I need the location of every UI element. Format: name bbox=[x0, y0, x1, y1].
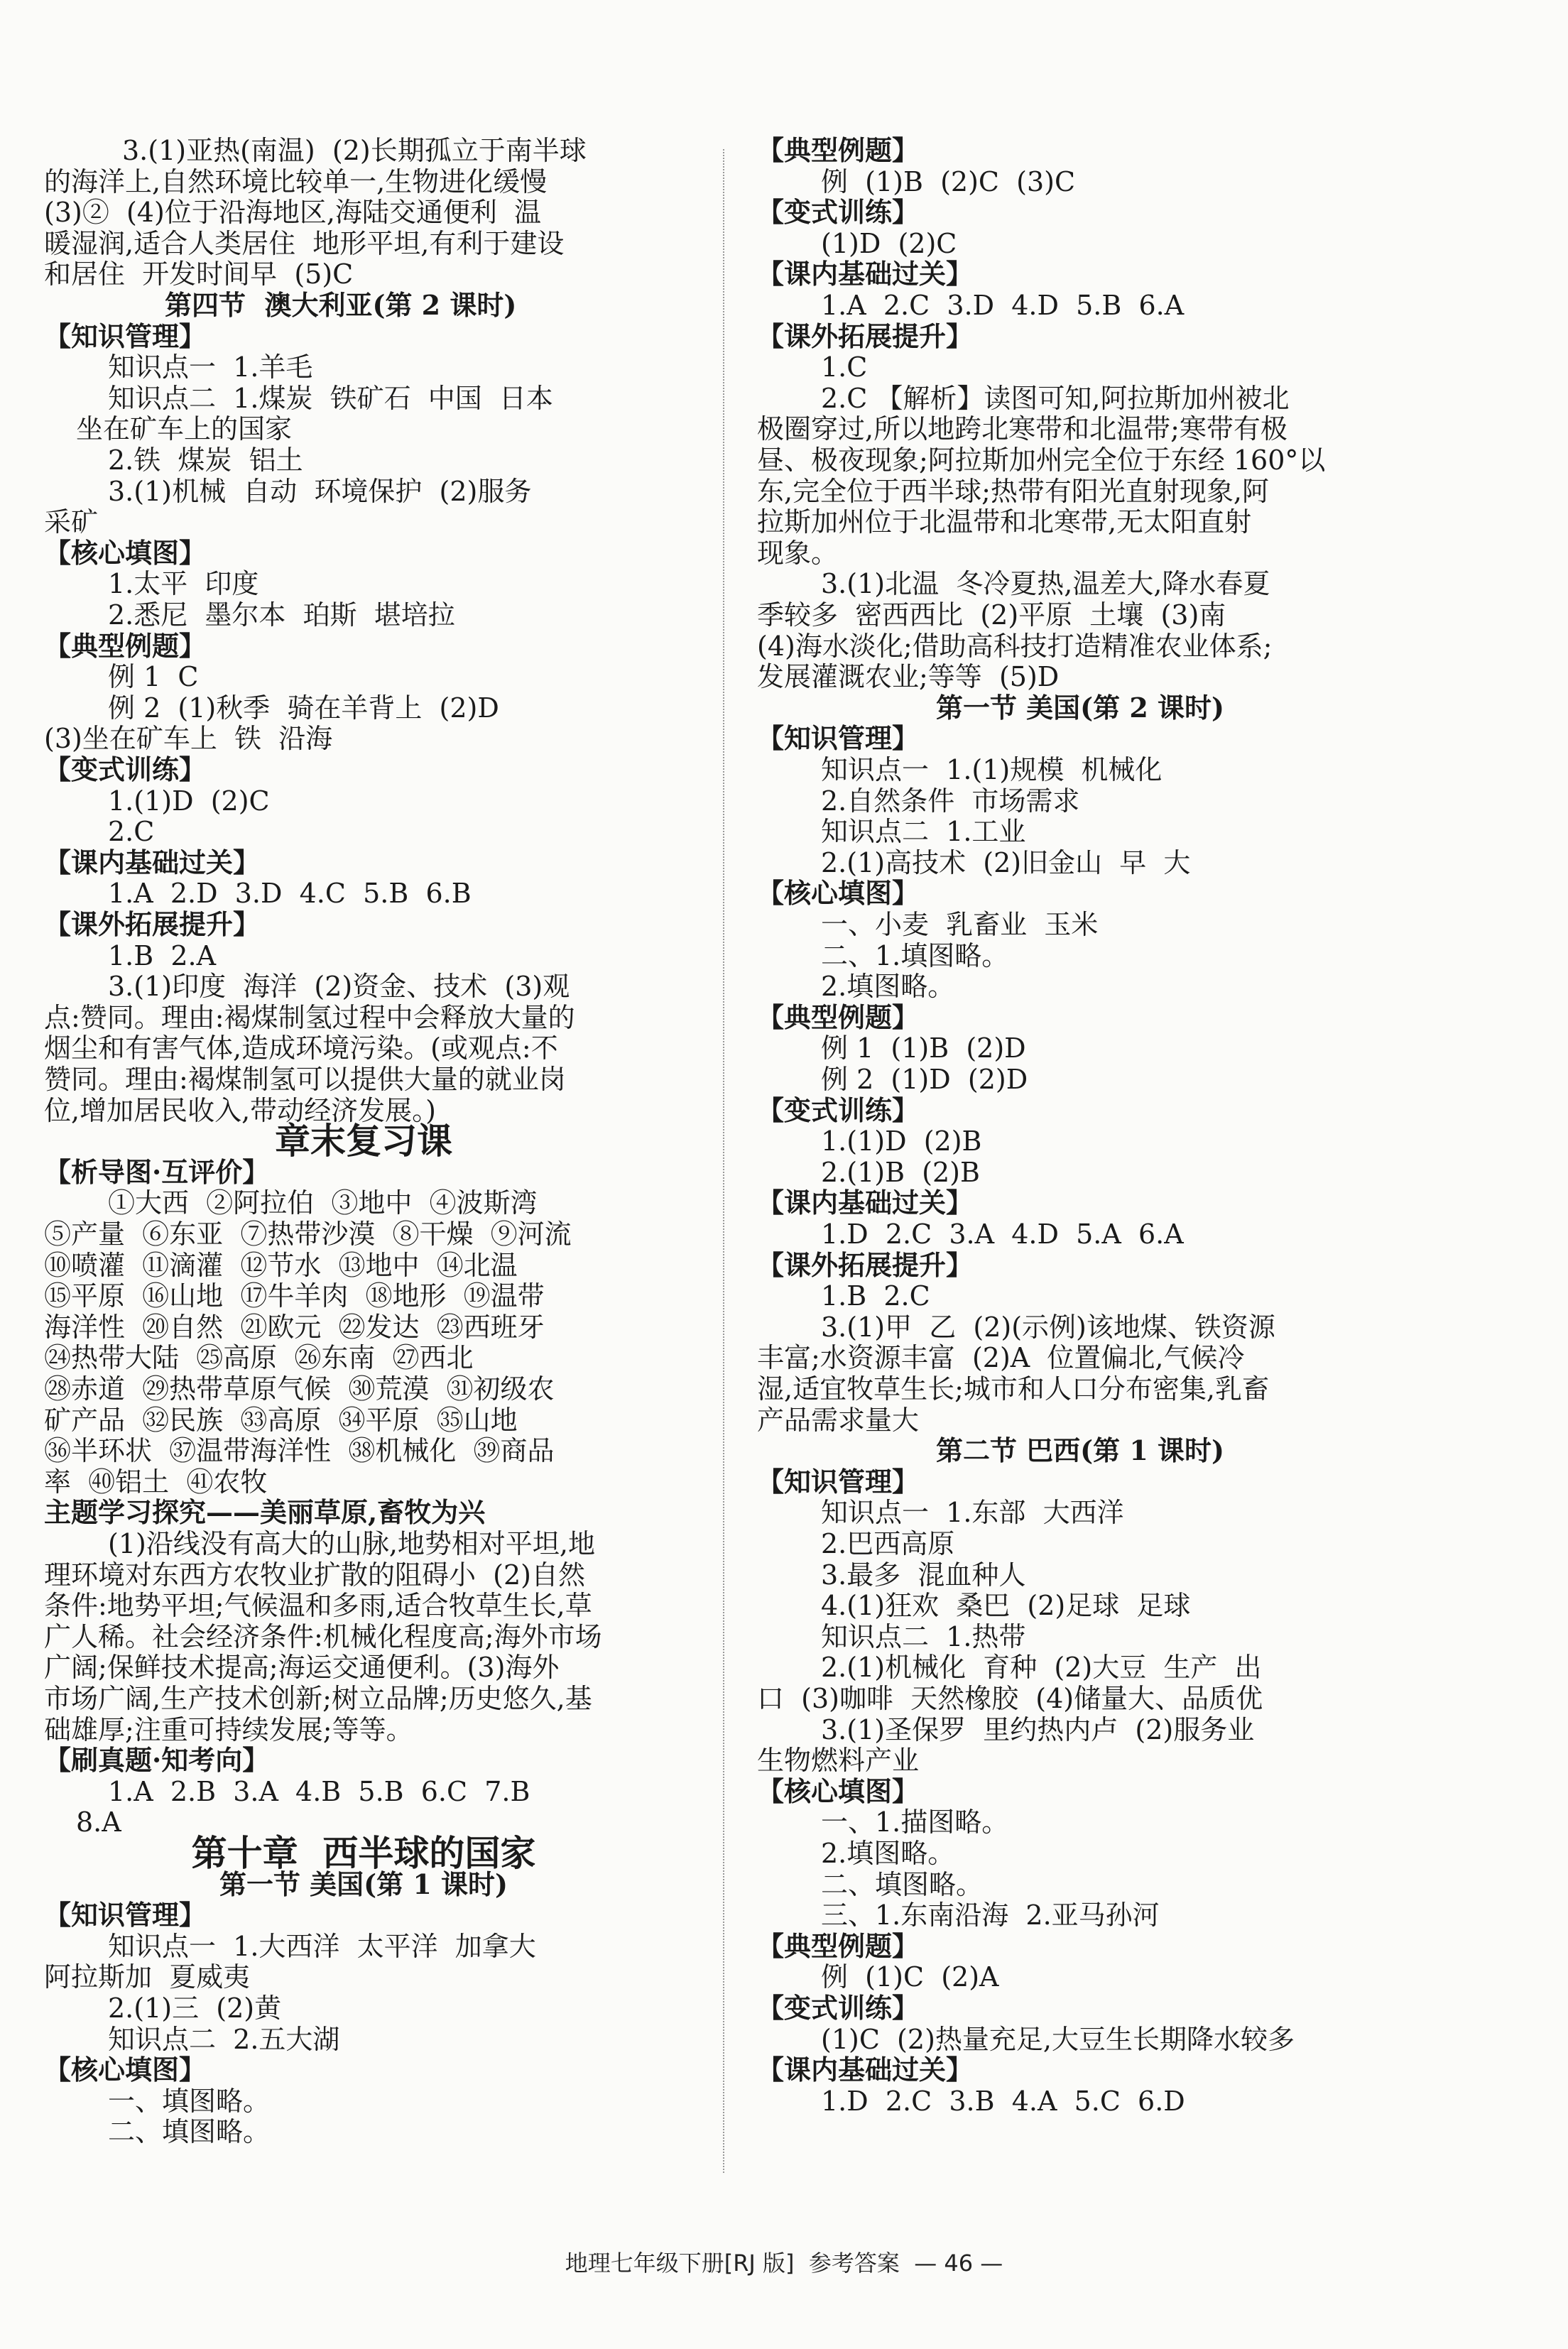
left-line: 第四节 澳大利亚(第 2 课时) bbox=[165, 289, 517, 321]
right-line: 季较多 密西西比 (2)平原 土壤 (3)南 bbox=[757, 599, 1226, 631]
left-line: 知识点一 1.大西洋 太平洋 加拿大 bbox=[108, 1930, 536, 1962]
left-line: 【刷真题·知考向】 bbox=[44, 1744, 270, 1777]
right-line: 一、1.描图略。 bbox=[821, 1806, 1009, 1838]
left-line: (3)坐在矿车上 铁 沿海 bbox=[44, 723, 333, 755]
right-line: 【课外拓展提升】 bbox=[757, 1248, 974, 1281]
left-line: 知识点二 1.煤炭 铁矿石 中国 日本 bbox=[108, 382, 553, 414]
left-line: 条件:地势平坦;气候温和多雨,适合牧草生长,草 bbox=[44, 1590, 592, 1622]
right-line: 2.(1)机械化 育种 (2)大豆 生产 出 bbox=[821, 1652, 1262, 1684]
left-line: ㉘赤道 ㉙热带草原气候 ㉚荒漠 ㉛初级农 bbox=[44, 1373, 555, 1405]
right-line: 2.自然条件 市场需求 bbox=[821, 785, 1080, 817]
left-line: 2.铁 煤炭 铝土 bbox=[108, 445, 303, 476]
right-line: 丰富;水资源丰富 (2)A 位置偏北,气候冷 bbox=[757, 1342, 1245, 1374]
left-line: 主题学习探究——美丽草原,畜牧为兴 bbox=[44, 1496, 486, 1529]
right-line: (4)海水淡化;借助高科技打造精准农业体系; bbox=[757, 630, 1273, 662]
right-line: 一、小麦 乳畜业 玉米 bbox=[821, 909, 1099, 940]
left-line: 第一节 美国(第 1 课时) bbox=[219, 1868, 508, 1900]
left-line: 率 ㊵铝土 ㊶农牧 bbox=[44, 1466, 268, 1498]
right-line: 1.A 2.C 3.D 4.D 5.B 6.A bbox=[821, 290, 1185, 321]
left-line: 【析导图·互评价】 bbox=[44, 1155, 270, 1188]
right-line: 知识点二 1.热带 bbox=[821, 1620, 1026, 1652]
left-line: ㊱半环状 ㊲温带海洋性 ㊳机械化 ㊴商品 bbox=[44, 1435, 555, 1467]
right-line: 2.填图略。 bbox=[821, 1838, 955, 1869]
left-line: 点:赞同。理由:褐煤制氢过程中会释放大量的 bbox=[44, 1001, 575, 1033]
right-line: 第二节 巴西(第 1 课时) bbox=[935, 1434, 1225, 1467]
left-line: 采矿 bbox=[44, 506, 99, 538]
left-line: 知识点一 1.羊毛 bbox=[108, 351, 313, 383]
left-line: 阿拉斯加 夏威夷 bbox=[44, 1961, 251, 1993]
left-line: 暖湿润,适合人类居住 地形平坦,有利于建设 bbox=[44, 227, 565, 259]
left-line: 3.(1)印度 海洋 (2)资金、技术 (3)观 bbox=[108, 971, 570, 1003]
right-line: (1)C (2)热量充足,大豆生长期降水较多 bbox=[821, 2023, 1295, 2055]
right-line: 生物燃料产业 bbox=[757, 1745, 920, 1777]
right-line: 例 2 (1)D (2)D bbox=[821, 1064, 1028, 1095]
right-line: 【典型例题】 bbox=[757, 1929, 920, 1962]
left-line: ⑮平原 ⑯山地 ⑰牛羊肉 ⑱地形 ⑲温带 bbox=[44, 1280, 545, 1312]
left-line: 例 1 C bbox=[108, 661, 199, 693]
right-line: 例 (1)B (2)C (3)C bbox=[821, 165, 1076, 197]
left-line: 烟尘和有害气体,造成环境污染。(或观点:不 bbox=[44, 1032, 558, 1064]
left-line: 3.(1)亚热(南温) (2)长期孤立于南半球 bbox=[122, 135, 587, 166]
right-line: 例 (1)C (2)A bbox=[821, 1961, 999, 1993]
right-line: 【课外拓展提升】 bbox=[757, 320, 974, 352]
right-line: 昼、极夜现象;阿拉斯加州完全位于东经 160°以 bbox=[757, 445, 1326, 476]
left-line: ①大西 ②阿拉伯 ③地中 ④波斯湾 bbox=[108, 1187, 538, 1219]
right-line: 【课内基础过关】 bbox=[757, 2054, 974, 2086]
right-line: 产品需求量大 bbox=[757, 1404, 920, 1436]
right-line: 【变式训练】 bbox=[757, 196, 920, 229]
right-line: 1.D 2.C 3.B 4.A 5.C 6.D bbox=[821, 2085, 1185, 2117]
right-line: 【核心填图】 bbox=[757, 1775, 920, 1807]
left-line: (3)② (4)位于沿海地区,海陆交通便利 温 bbox=[44, 197, 542, 229]
right-line: 1.C bbox=[821, 351, 868, 383]
right-line: 3.(1)甲 乙 (2)(示例)该地煤、铁资源 bbox=[821, 1311, 1275, 1343]
left-line: 和居住 开发时间早 (5)C bbox=[44, 258, 354, 290]
right-line: 二、1.填图略。 bbox=[821, 939, 1009, 971]
left-line: 【核心填图】 bbox=[44, 2054, 207, 2086]
left-line: 【课外拓展提升】 bbox=[44, 908, 261, 940]
right-line: 3.(1)北温 冬冷夏热,温差大,降水春夏 bbox=[821, 568, 1270, 600]
left-line: 赞同。理由:褐煤制氢可以提供大量的就业岗 bbox=[44, 1064, 566, 1095]
right-line: 【典型例题】 bbox=[757, 134, 920, 166]
right-line: (1)D (2)C bbox=[821, 227, 957, 259]
left-line: 第十章 西半球的国家 bbox=[191, 1832, 536, 1874]
right-line: 【知识管理】 bbox=[757, 722, 920, 755]
left-line: 章末复习课 bbox=[275, 1120, 452, 1162]
left-line: 3.(1)机械 自动 环境保护 (2)服务 bbox=[108, 475, 532, 507]
right-line: 现象。 bbox=[757, 537, 839, 569]
left-line: 【核心填图】 bbox=[44, 536, 207, 569]
left-line: 1.B 2.A bbox=[108, 939, 217, 971]
right-line: 2.(1)高技术 (2)旧金山 早 大 bbox=[821, 846, 1191, 878]
right-line: 二、填图略。 bbox=[821, 1868, 984, 1900]
left-line: 1.A 2.B 3.A 4.B 5.B 6.C 7.B bbox=[108, 1775, 530, 1807]
right-line: 【核心填图】 bbox=[757, 877, 920, 910]
left-line: (1)沿线没有高大的山脉,地势相对平坦,地 bbox=[108, 1528, 595, 1559]
left-line: 1.太平 印度 bbox=[108, 568, 259, 600]
right-line: 2.(1)B (2)B bbox=[821, 1156, 980, 1188]
right-line: 3.(1)圣保罗 里约热内卢 (2)服务业 bbox=[821, 1713, 1255, 1745]
right-line: 三、1.东南沿海 2.亚马孙河 bbox=[821, 1900, 1160, 1931]
column-divider bbox=[723, 149, 724, 2173]
left-line: 的海洋上,自然环境比较单一,生物进化缓慢 bbox=[44, 165, 548, 197]
right-line: 知识点二 1.工业 bbox=[821, 816, 1026, 848]
left-line: 理环境对东西方农牧业扩散的阻碍小 (2)自然 bbox=[44, 1559, 585, 1591]
right-line: 【知识管理】 bbox=[757, 1465, 920, 1498]
right-line: 【变式训练】 bbox=[757, 1992, 920, 2024]
left-line: 【典型例题】 bbox=[44, 629, 207, 662]
left-line: 二、填图略。 bbox=[108, 2116, 271, 2148]
left-line: 【知识管理】 bbox=[44, 320, 207, 352]
left-line: 【知识管理】 bbox=[44, 1899, 207, 1931]
right-line: 【典型例题】 bbox=[757, 1001, 920, 1033]
right-line: 2.巴西高原 bbox=[821, 1528, 955, 1559]
left-line: 1.A 2.D 3.D 4.C 5.B 6.B bbox=[108, 878, 472, 910]
left-line: 海洋性 ⑳自然 ㉑欧元 ㉒发达 ㉓西班牙 bbox=[44, 1311, 545, 1343]
left-line: 2.悉尼 墨尔本 珀斯 堪培拉 bbox=[108, 599, 455, 631]
right-line: 【课内基础过关】 bbox=[757, 1187, 974, 1219]
left-line: 2.(1)三 (2)黄 bbox=[108, 1993, 282, 2024]
right-line: 极圈穿过,所以地跨北寒带和北温带;寒带有极 bbox=[757, 413, 1287, 445]
left-line: 【课内基础过关】 bbox=[44, 846, 261, 878]
left-line: 础雄厚;注重可持续发展;等等。 bbox=[44, 1713, 413, 1745]
right-line: 1.D 2.C 3.A 4.D 5.A 6.A bbox=[821, 1219, 1184, 1250]
left-line: ⑩喷灌 ⑪滴灌 ⑫节水 ⑬地中 ⑭北温 bbox=[44, 1249, 518, 1281]
left-line: 广阔;保鲜技术提高;海运交通便利。(3)海外 bbox=[44, 1652, 560, 1684]
left-line: 坐在矿车上的国家 bbox=[76, 413, 293, 445]
right-line: 2.填图略。 bbox=[821, 971, 955, 1003]
right-line: 【变式训练】 bbox=[757, 1094, 920, 1126]
right-line: 4.(1)狂欢 桑巴 (2)足球 足球 bbox=[821, 1590, 1191, 1622]
right-line: 2.C 【解析】读图可知,阿拉斯加州被北 bbox=[821, 382, 1290, 414]
left-line: 2.C bbox=[108, 816, 155, 848]
left-line: 一、填图略。 bbox=[108, 2085, 271, 2117]
left-line: 【变式训练】 bbox=[44, 753, 207, 785]
left-line: 例 2 (1)秋季 骑在羊背上 (2)D bbox=[108, 692, 499, 724]
right-line: 【课内基础过关】 bbox=[757, 258, 974, 290]
left-line: ㉔热带大陆 ㉕高原 ㉖东南 ㉗西北 bbox=[44, 1342, 474, 1374]
right-line: 3.最多 混血种人 bbox=[821, 1559, 1026, 1591]
left-line: 8.A bbox=[76, 1806, 121, 1838]
left-line: 1.(1)D (2)C bbox=[108, 785, 270, 817]
left-line: 市场广阔,生产技术创新;树立品牌;历史悠久,基 bbox=[44, 1683, 592, 1714]
right-line: 湿,适宜牧草生长;城市和人口分布密集,乳畜 bbox=[757, 1373, 1269, 1405]
right-line: 东,完全位于西半球;热带有阳光直射现象,阿 bbox=[757, 475, 1269, 507]
right-line: 第一节 美国(第 2 课时) bbox=[935, 691, 1225, 724]
right-line: 知识点一 1.(1)规模 机械化 bbox=[821, 754, 1163, 785]
right-line: 1.(1)D (2)B bbox=[821, 1126, 982, 1157]
right-line: 发展灌溉农业;等等 (5)D bbox=[757, 661, 1060, 693]
right-line: 口 (3)咖啡 天然橡胶 (4)储量大、品质优 bbox=[757, 1683, 1263, 1714]
right-line: 例 1 (1)B (2)D bbox=[821, 1032, 1026, 1064]
right-line: 知识点一 1.东部 大西洋 bbox=[821, 1497, 1124, 1529]
left-line: ⑤产量 ⑥东亚 ⑦热带沙漠 ⑧干燥 ⑨河流 bbox=[44, 1219, 572, 1250]
left-line: 位,增加居民收入,带动经济发展。) bbox=[44, 1094, 436, 1126]
right-line: 1.B 2.C bbox=[821, 1280, 930, 1312]
left-line: 矿产品 ㉜民族 ㉝高原 ㉞平原 ㉟山地 bbox=[44, 1404, 518, 1436]
left-line: 广人稀。社会经济条件:机械化程度高;海外市场 bbox=[44, 1620, 602, 1652]
page-footer: 地理七年级下册[RJ 版] 参考答案 — 46 — bbox=[565, 2250, 1003, 2277]
left-line: 知识点二 2.五大湖 bbox=[108, 2023, 340, 2055]
right-line: 拉斯加州位于北温带和北寒带,无太阳直射 bbox=[757, 506, 1252, 538]
